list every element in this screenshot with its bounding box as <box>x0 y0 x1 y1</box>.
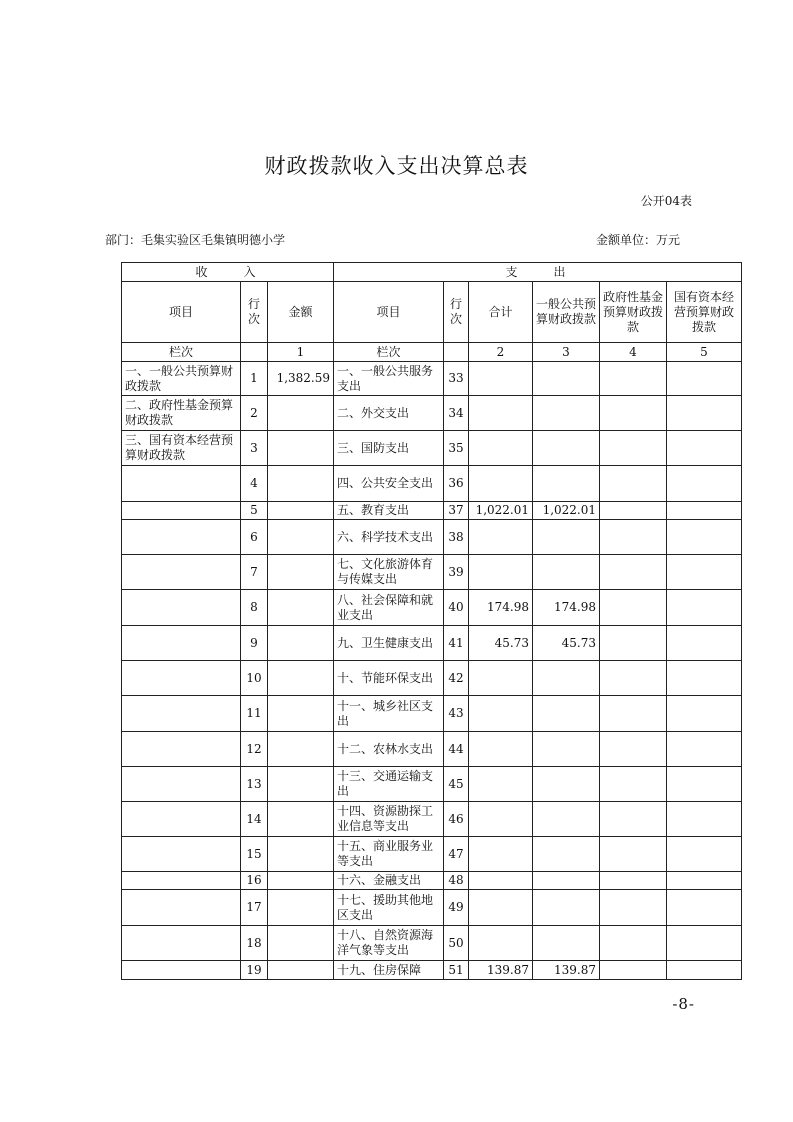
income-item-cell <box>122 661 241 696</box>
expense-item-cell: 十二、农林水支出 <box>334 732 444 767</box>
amount-cell <box>268 626 334 661</box>
gov-fund-cell <box>600 802 667 837</box>
amount-cell <box>268 837 334 872</box>
total-cell <box>469 926 533 961</box>
gov-fund-cell <box>600 520 667 555</box>
page-number: -8- <box>672 995 695 1013</box>
expense-row-no-cell: 47 <box>444 837 469 872</box>
gov-fund-cell <box>600 732 667 767</box>
income-row-no-cell: 11 <box>241 696 268 732</box>
amount-cell <box>268 396 334 431</box>
expense-row-no-cell: 39 <box>444 555 469 590</box>
income-row-no-cell: 2 <box>241 396 268 431</box>
general-budget-cell <box>533 696 600 732</box>
state-capital-cell <box>667 837 742 872</box>
total-cell <box>469 520 533 555</box>
gov-fund-cell <box>600 466 667 502</box>
income-row-no-cell: 6 <box>241 520 268 555</box>
income-row-no-cell: 15 <box>241 837 268 872</box>
expense-item-cell: 十四、资源勘探工业信息等支出 <box>334 802 444 837</box>
expense-item-cell: 十七、援助其他地区支出 <box>334 890 444 926</box>
amount-cell: 1,382.59 <box>268 362 334 396</box>
state-capital-cell <box>667 890 742 926</box>
state-capital-cell <box>667 555 742 590</box>
income-item-cell <box>122 555 241 590</box>
income-item-header: 项目 <box>122 282 241 343</box>
amount-cell <box>268 502 334 520</box>
total-cell <box>469 362 533 396</box>
column-index-1: 1 <box>268 343 334 362</box>
column-index-empty <box>444 343 469 362</box>
table-row <box>122 396 742 431</box>
gov-fund-cell <box>600 926 667 961</box>
state-capital-cell <box>667 696 742 732</box>
expense-row-no-cell: 37 <box>444 502 469 520</box>
state-capital-cell <box>667 661 742 696</box>
table-row <box>122 802 742 837</box>
expense-item-cell: 八、社会保障和就业支出 <box>334 590 444 626</box>
gov-fund-cell <box>600 502 667 520</box>
amount-cell <box>268 802 334 837</box>
general-budget-cell: 1,022.01 <box>533 502 600 520</box>
expense-item-cell: 十五、商业服务业等支出 <box>334 837 444 872</box>
expense-item-cell: 十九、住房保障 <box>334 961 444 980</box>
general-budget-cell <box>533 555 600 590</box>
amount-cell <box>268 590 334 626</box>
amount-cell <box>268 890 334 926</box>
general-budget-cell: 139.87 <box>533 961 600 980</box>
state-capital-cell <box>667 396 742 431</box>
total-cell: 45.73 <box>469 626 533 661</box>
total-cell: 1,022.01 <box>469 502 533 520</box>
column-index-3: 3 <box>533 343 600 362</box>
column-index-label-right: 栏次 <box>334 343 444 362</box>
income-row-no-cell: 1 <box>241 362 268 396</box>
table-row <box>122 890 742 926</box>
state-capital-cell <box>667 767 742 802</box>
income-item-cell <box>122 502 241 520</box>
income-row-no-cell: 12 <box>241 732 268 767</box>
income-row-no-cell: 4 <box>241 466 268 502</box>
header-row-sections <box>122 263 742 282</box>
state-capital-cell <box>667 926 742 961</box>
income-item-cell <box>122 872 241 890</box>
income-row-no-cell: 14 <box>241 802 268 837</box>
income-item-cell <box>122 466 241 502</box>
table-row <box>122 590 742 626</box>
gov-fund-cell <box>600 696 667 732</box>
gov-fund-cell <box>600 661 667 696</box>
expense-row-no-header: 行次 <box>444 282 469 343</box>
expense-row-no-cell: 42 <box>444 661 469 696</box>
general-budget-cell <box>533 520 600 555</box>
income-row-no-cell: 16 <box>241 872 268 890</box>
gov-fund-cell <box>600 837 667 872</box>
general-budget-cell <box>533 890 600 926</box>
general-budget-cell <box>533 837 600 872</box>
income-row-no-cell: 19 <box>241 961 268 980</box>
total-cell <box>469 732 533 767</box>
income-row-no-cell: 18 <box>241 926 268 961</box>
general-budget-cell <box>533 396 600 431</box>
income-row-no-cell: 10 <box>241 661 268 696</box>
expense-item-cell: 十三、交通运输支出 <box>334 767 444 802</box>
total-cell: 174.98 <box>469 590 533 626</box>
table-row <box>122 431 742 466</box>
table-row <box>122 767 742 802</box>
column-index-label-left: 栏次 <box>122 343 241 362</box>
income-item-cell <box>122 626 241 661</box>
total-cell <box>469 555 533 590</box>
amount-cell <box>268 872 334 890</box>
expense-row-no-cell: 41 <box>444 626 469 661</box>
income-item-cell <box>122 732 241 767</box>
total-cell <box>469 396 533 431</box>
expense-item-cell: 十、节能环保支出 <box>334 661 444 696</box>
gov-fund-cell <box>600 872 667 890</box>
column-index-5: 5 <box>667 343 742 362</box>
gov-fund-cell <box>600 961 667 980</box>
state-capital-cell <box>667 626 742 661</box>
amount-cell <box>268 732 334 767</box>
amount-cell <box>268 696 334 732</box>
gov-fund-cell <box>600 362 667 396</box>
expense-row-no-cell: 48 <box>444 872 469 890</box>
state-capital-cell <box>667 362 742 396</box>
total-cell <box>469 802 533 837</box>
column-index-2: 2 <box>469 343 533 362</box>
expense-row-no-cell: 51 <box>444 961 469 980</box>
state-capital-cell <box>667 502 742 520</box>
expense-row-no-cell: 46 <box>444 802 469 837</box>
gov-fund-cell <box>600 431 667 466</box>
table-row <box>122 837 742 872</box>
state-capital-cell <box>667 802 742 837</box>
expense-item-cell: 五、教育支出 <box>334 502 444 520</box>
amount-header: 金额 <box>268 282 334 343</box>
state-capital-cell <box>667 590 742 626</box>
expense-row-no-cell: 38 <box>444 520 469 555</box>
income-row-no-cell: 7 <box>241 555 268 590</box>
table-row <box>122 520 742 555</box>
expense-item-header: 项目 <box>334 282 444 343</box>
total-cell <box>469 837 533 872</box>
general-budget-cell <box>533 362 600 396</box>
table-body <box>122 263 742 980</box>
table-row <box>122 661 742 696</box>
general-budget-cell <box>533 802 600 837</box>
income-item-cell: 三、国有资本经营预算财政拨款 <box>122 431 241 466</box>
total-cell <box>469 661 533 696</box>
expense-item-cell: 一、一般公共服务支出 <box>334 362 444 396</box>
income-item-cell <box>122 802 241 837</box>
amount-cell <box>268 520 334 555</box>
state-capital-header: 国有资本经营预算财政拨款 <box>667 282 742 343</box>
income-item-cell <box>122 837 241 872</box>
table-row <box>122 696 742 732</box>
table-row <box>122 502 742 520</box>
expense-item-cell: 七、文化旅游体育与传媒支出 <box>334 555 444 590</box>
amount-unit-label: 金额单位：万元 <box>596 233 681 247</box>
form-number: 公开04表 <box>640 194 692 208</box>
amount-cell <box>268 555 334 590</box>
income-item-cell <box>122 961 241 980</box>
amount-cell <box>268 661 334 696</box>
general-budget-cell <box>533 466 600 502</box>
expense-item-cell: 三、国防支出 <box>334 431 444 466</box>
state-capital-cell <box>667 520 742 555</box>
income-row-no-cell: 5 <box>241 502 268 520</box>
amount-cell <box>268 466 334 502</box>
expense-row-no-cell: 34 <box>444 396 469 431</box>
page-title: 财政拨款收入支出决算总表 <box>264 154 529 178</box>
income-item-cell <box>122 520 241 555</box>
header-row-columns <box>122 282 742 343</box>
income-row-no-cell: 3 <box>241 431 268 466</box>
expense-row-no-cell: 50 <box>444 926 469 961</box>
expense-item-cell: 六、科学技术支出 <box>334 520 444 555</box>
expense-row-no-cell: 45 <box>444 767 469 802</box>
expense-item-cell: 二、外交支出 <box>334 396 444 431</box>
table-row <box>122 732 742 767</box>
general-budget-cell <box>533 767 600 802</box>
expense-row-no-cell: 36 <box>444 466 469 502</box>
state-capital-cell <box>667 732 742 767</box>
amount-cell <box>268 431 334 466</box>
expense-section-header: 支 出 <box>334 263 742 282</box>
income-row-no-cell: 8 <box>241 590 268 626</box>
state-capital-cell <box>667 431 742 466</box>
state-capital-cell <box>667 466 742 502</box>
expense-item-cell: 十六、金融支出 <box>334 872 444 890</box>
income-item-cell <box>122 890 241 926</box>
income-item-cell: 一、一般公共预算财政拨款 <box>122 362 241 396</box>
general-budget-cell <box>533 661 600 696</box>
total-cell <box>469 431 533 466</box>
column-index-row <box>122 343 742 362</box>
income-row-no-header: 行次 <box>241 282 268 343</box>
expense-row-no-cell: 40 <box>444 590 469 626</box>
total-header: 合计 <box>469 282 533 343</box>
expense-row-no-cell: 49 <box>444 890 469 926</box>
gov-fund-cell <box>600 767 667 802</box>
general-budget-cell: 45.73 <box>533 626 600 661</box>
income-item-cell <box>122 926 241 961</box>
general-budget-cell: 174.98 <box>533 590 600 626</box>
total-cell <box>469 696 533 732</box>
general-budget-cell <box>533 431 600 466</box>
budget-table <box>121 262 742 980</box>
general-budget-header: 一般公共预算财政拨款 <box>533 282 600 343</box>
total-cell <box>469 890 533 926</box>
amount-cell <box>268 926 334 961</box>
gov-fund-header: 政府性基金预算财政拨款 <box>600 282 667 343</box>
state-capital-cell <box>667 872 742 890</box>
income-item-cell: 二、政府性基金预算财政拨款 <box>122 396 241 431</box>
amount-cell <box>268 767 334 802</box>
table-row <box>122 626 742 661</box>
expense-item-cell: 四、公共安全支出 <box>334 466 444 502</box>
state-capital-cell <box>667 961 742 980</box>
total-cell <box>469 872 533 890</box>
total-cell: 139.87 <box>469 961 533 980</box>
table-row <box>122 961 742 980</box>
income-item-cell <box>122 767 241 802</box>
amount-cell <box>268 961 334 980</box>
income-item-cell <box>122 590 241 626</box>
expense-row-no-cell: 43 <box>444 696 469 732</box>
income-section-header: 收 入 <box>122 263 334 282</box>
gov-fund-cell <box>600 396 667 431</box>
general-budget-cell <box>533 926 600 961</box>
expense-row-no-cell: 33 <box>444 362 469 396</box>
general-budget-cell <box>533 732 600 767</box>
gov-fund-cell <box>600 555 667 590</box>
expense-item-cell: 十一、城乡社区支出 <box>334 696 444 732</box>
expense-row-no-cell: 44 <box>444 732 469 767</box>
gov-fund-cell <box>600 890 667 926</box>
total-cell <box>469 767 533 802</box>
column-index-empty <box>241 343 268 362</box>
income-row-no-cell: 9 <box>241 626 268 661</box>
table-row <box>122 926 742 961</box>
income-row-no-cell: 17 <box>241 890 268 926</box>
expense-item-cell: 十八、自然资源海洋气象等支出 <box>334 926 444 961</box>
table-row <box>122 555 742 590</box>
income-row-no-cell: 13 <box>241 767 268 802</box>
department-label: 部门：毛集实验区毛集镇明德小学 <box>105 233 286 247</box>
table-row <box>122 466 742 502</box>
income-item-cell <box>122 696 241 732</box>
expense-row-no-cell: 35 <box>444 431 469 466</box>
expense-item-cell: 九、卫生健康支出 <box>334 626 444 661</box>
total-cell <box>469 466 533 502</box>
table-row <box>122 362 742 396</box>
column-index-4: 4 <box>600 343 667 362</box>
gov-fund-cell <box>600 626 667 661</box>
table-row <box>122 872 742 890</box>
gov-fund-cell <box>600 590 667 626</box>
general-budget-cell <box>533 872 600 890</box>
